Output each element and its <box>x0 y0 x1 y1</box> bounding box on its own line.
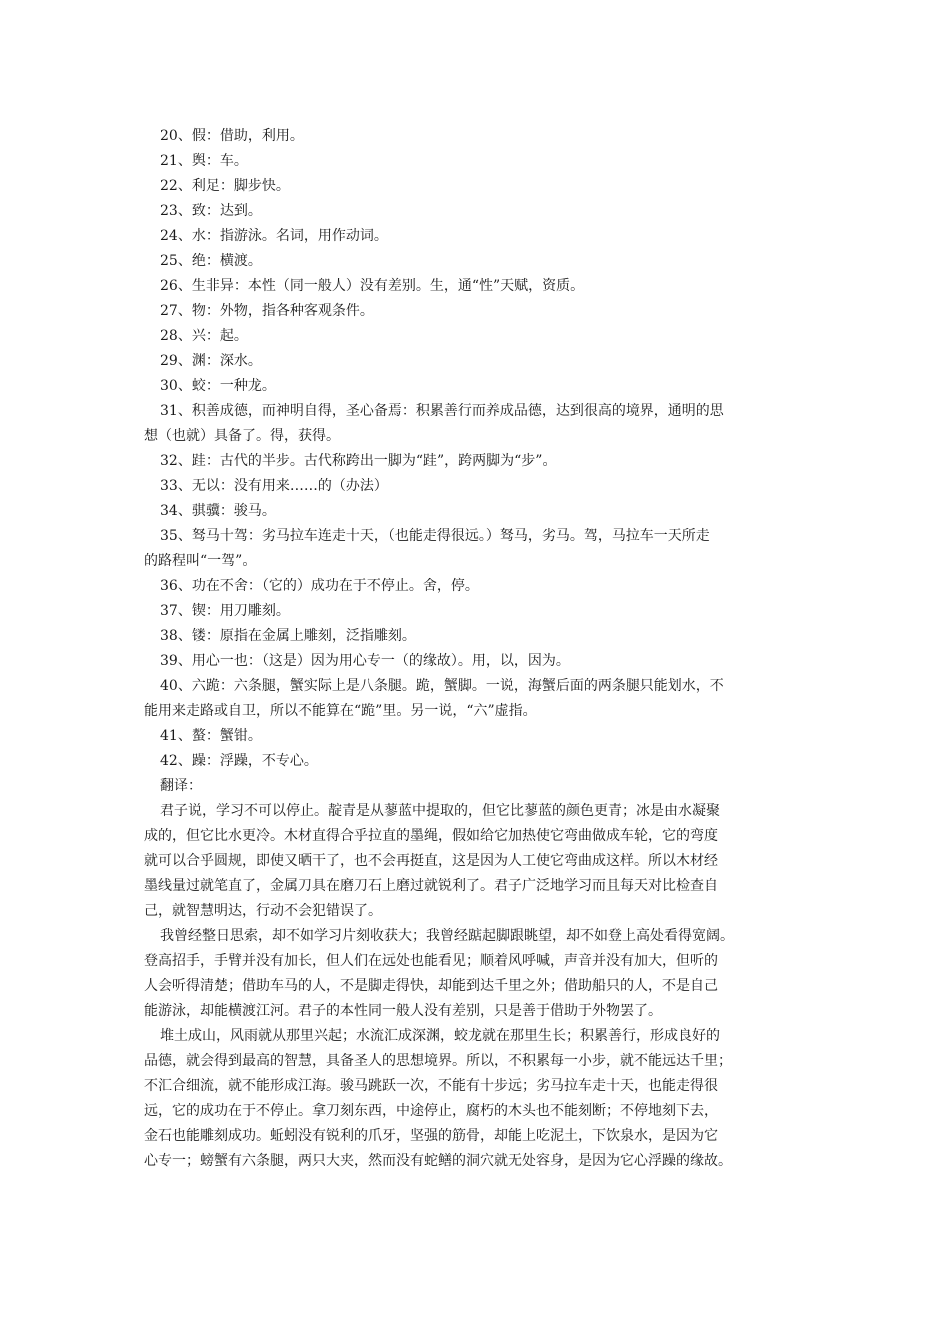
translation-line: 品德，就会得到最高的智慧，具备圣人的思想境界。所以，不积累每一小步，就不能远达千里； <box>144 1053 732 1069</box>
annotation-item: 24、水：指游泳。名词，用作动词。 <box>160 228 388 244</box>
annotation-item: 22、利足：脚步快。 <box>160 178 290 194</box>
annotation-item: 40、六跪：六条腿，蟹实际上是八条腿。跪，蟹脚。一说，海蟹后面的两条腿只能划水，不 <box>160 678 724 694</box>
translation-line: 就可以合乎圆规，即使又晒干了，也不会再挺直，这是因为人工使它弯曲成这样。所以木材经 <box>144 853 718 869</box>
translation-line: 人会听得清楚；借助车马的人，不是脚走得快，却能到达千里之外；借助船只的人，不是自己 <box>144 978 718 994</box>
translation-line: 金石也能雕刻成功。蚯蚓没有锐利的爪牙，坚强的筋骨，却能上吃泥土，下饮泉水，是因为它 <box>144 1128 718 1144</box>
translation-paragraph <box>144 924 810 1024</box>
translation-line: 堆土成山，风雨就从那里兴起；水流汇成深渊，蛟龙就在那里生长；积累善行，形成良好的 <box>160 1028 720 1044</box>
translation-heading: 翻译： <box>160 778 202 794</box>
annotation-item: 35、驽马十驾：劣马拉车连走十天，（也能走得很远。）驽马，劣马。驾，马拉车一天所走 <box>160 528 710 544</box>
annotation-item: 37、锲：用刀雕刻。 <box>160 603 290 619</box>
annotation-item: 41、螯：蟹钳。 <box>160 728 262 744</box>
annotation-item: 21、舆：车。 <box>160 153 248 169</box>
annotation-item: 27、物：外物，指各种客观条件。 <box>160 303 374 319</box>
translation-line: 心专一；螃蟹有六条腿，两只大夹，然而没有蛇鳝的洞穴就无处容身，是因为它心浮躁的缘故。 <box>144 1153 732 1169</box>
annotation-item: 34、骐骥：骏马。 <box>160 503 276 519</box>
document-page <box>144 124 810 1174</box>
annotation-item-continuation: 的路程叫“一驾”。 <box>144 553 257 569</box>
annotation-item-continuation: 能用来走路或自卫，所以不能算在“跪”里。另一说，“六”虚指。 <box>144 703 537 719</box>
translation-line: 君子说，学习不可以停止。靛青是从蓼蓝中提取的，但它比蓼蓝的颜色更青；冰是由水凝聚 <box>160 803 720 819</box>
annotation-item: 33、无以：没有用来……的（办法） <box>160 478 388 494</box>
translation-line: 己，就智慧明达，行动不会犯错误了。 <box>144 903 382 919</box>
translation-paragraph <box>144 799 810 924</box>
translation-line: 远，它的成功在于不停止。拿刀刻东西，中途停止，腐朽的木头也不能刻断；不停地刻下去， <box>144 1103 718 1119</box>
annotation-item: 20、假：借助，利用。 <box>160 128 304 144</box>
annotation-item: 26、生非异：本性（同一般人）没有差别。生，通“性”天赋，资质。 <box>160 278 585 294</box>
annotation-item: 42、躁：浮躁，不专心。 <box>160 753 318 769</box>
annotation-item: 30、蛟：一种龙。 <box>160 378 276 394</box>
annotation-item: 31、积善成德，而神明自得，圣心备焉：积累善行而养成品德，达到很高的境界，通明的思 <box>160 403 724 419</box>
annotation-item: 36、功在不舍：（它的）成功在于不停止。舍，停。 <box>160 578 479 594</box>
translation-line: 不汇合细流，就不能形成江海。骏马跳跃一次，不能有十步远；劣马拉车走十天，也能走得很 <box>144 1078 718 1094</box>
translation-paragraph <box>144 1024 810 1174</box>
annotation-list <box>144 124 810 774</box>
annotation-item: 28、兴：起。 <box>160 328 248 344</box>
annotation-item: 38、镂：原指在金属上雕刻，泛指雕刻。 <box>160 628 416 644</box>
translation-line: 墨线量过就笔直了，金属刀具在磨刀石上磨过就锐利了。君子广泛地学习而且每天对比检查自 <box>144 878 718 894</box>
translation-line: 成的，但它比水更冷。木材直得合乎拉直的墨绳，假如给它加热使它弯曲做成车轮，它的弯度 <box>144 828 718 844</box>
annotation-item-continuation: 想（也就）具备了。得，获得。 <box>144 428 340 444</box>
translation-body <box>144 799 810 1174</box>
annotation-item: 29、渊：深水。 <box>160 353 262 369</box>
annotation-item: 23、致：达到。 <box>160 203 262 219</box>
translation-line: 能游泳，却能横渡江河。君子的本性同一般人没有差别，只是善于借助于外物罢了。 <box>144 1003 662 1019</box>
annotation-item: 25、绝：横渡。 <box>160 253 262 269</box>
translation-line: 登高招手，手臂并没有加长，但人们在远处也能看见；顺着风呼喊，声音并没有加大，但听的 <box>144 953 718 969</box>
translation-line: 我曾经整日思索，却不如学习片刻收获大；我曾经踮起脚跟眺望，却不如登上高处看得宽阔。 <box>160 928 734 944</box>
annotation-item: 32、跬：古代的半步。古代称跨出一脚为“跬”，跨两脚为“步”。 <box>160 453 557 469</box>
annotation-item: 39、用心一也：（这是）因为用心专一（的缘故）。用，以，因为。 <box>160 653 570 669</box>
